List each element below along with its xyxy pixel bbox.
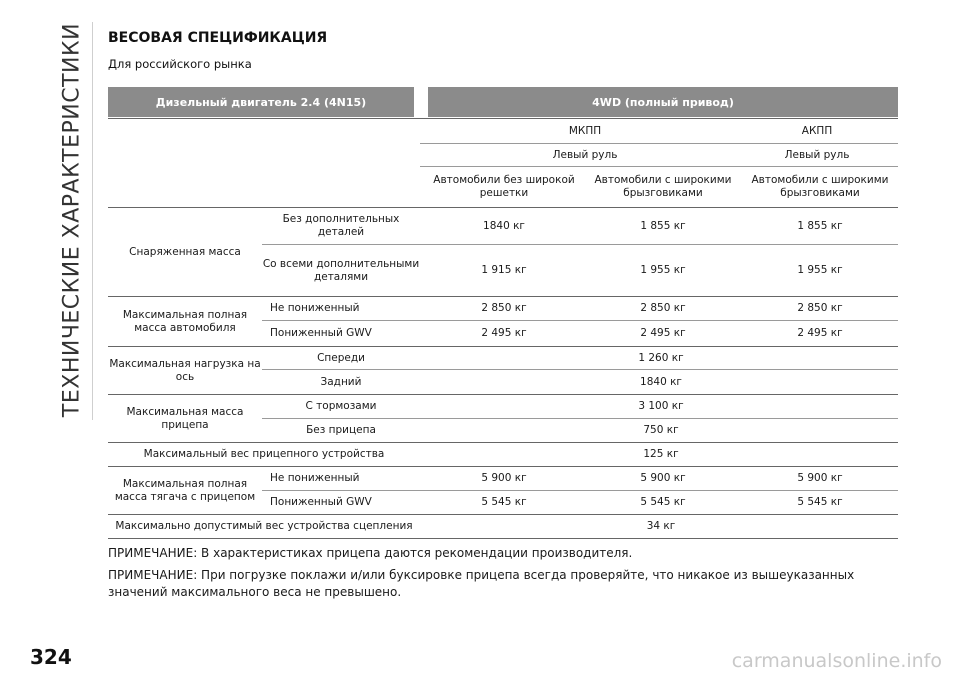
row-sublabel: С тормозами [305,400,377,412]
table-cell: 5 545 кг [481,496,527,508]
row-sublabel: Пониженный GWV [270,327,372,339]
row-sublabel: Спереди [317,351,365,364]
page-number: 324 [30,645,72,669]
steering-auto: Левый руль [784,148,850,161]
table-cell: 1 855 кг [797,219,843,232]
row-sublabel: Без дополнительных деталей [282,213,400,238]
note-weight-check: ПРИМЕЧАНИЕ: При погрузке поклажи и/или буксировке прицепа всегда проверяйте, что никакое из вышеуказанных значений максимального веса не превышено. [108,568,855,599]
table-cell: 2 495 кг [481,327,527,339]
page-subheading: Для российского рынка [108,57,252,71]
table-cell: 2 850 кг [640,302,686,314]
note-trailer-recommendations: ПРИМЕЧАНИЕ: В характеристиках прицепа даются рекомендации производителя. [108,546,633,560]
table-cell: 34 кг [646,520,676,532]
table-cell: 125 кг [643,448,679,460]
row-sublabel: Задний [320,375,362,388]
row-label-gcw: Максимальная полная масса тягача с прицепом [114,477,256,503]
row-sublabel: Не пониженный [270,472,360,484]
table-header-engine: Дизельный двигатель 2.4 (4N15) [108,87,414,117]
table-cell: 5 545 кг [640,496,686,508]
transmission-auto: АКПП [801,124,833,137]
row-sublabel: Пониженный GWV [270,496,372,508]
row-label-gvw: Максимальная полная масса автомобиля [122,308,248,334]
table-cell: 1 915 кг [481,264,527,276]
variant-wide-mudflaps: Автомобили с широкими брызговиками [594,174,732,199]
watermark: carmanualsonline.info [731,650,942,672]
table-cell: 1 855 кг [640,219,686,232]
section-side-title-text: ТЕХНИЧЕСКИЕ ХАРАКТЕРИСТИКИ [59,22,85,418]
transmission-manual: МКПП [568,124,602,137]
table-cell: 5 900 кг [640,472,686,484]
row-sublabel: Без прицепа [306,424,376,436]
row-sublabel: Со всеми дополнительными деталями [262,257,420,283]
table-cell: 1 260 кг [638,351,684,364]
table-cell: 1 955 кг [797,264,843,276]
row-sublabel: Не пониженный [270,302,360,314]
table-cell: 5 900 кг [797,472,843,484]
section-side-title [52,20,92,420]
table-header-drive: 4WD (полный привод) [428,87,898,117]
page-heading: ВЕСОВАЯ СПЕЦИФИКАЦИЯ [108,30,328,46]
table-cell: 750 кг [643,424,679,436]
table-cell: 1840 кг [483,219,525,232]
row-label-axle-load: Максимальная нагрузка на ось [109,357,261,383]
row-label-trailer-mass: Максимальная масса прицепа [126,405,244,431]
table-rule [108,118,898,119]
variant-wide-mudflaps-auto: Автомобили с широкими брызговиками [751,174,889,199]
table-cell: 2 495 кг [640,327,686,339]
table-cell: 2 850 кг [481,302,527,314]
table-cell: 2 495 кг [797,327,843,339]
table-cell: 1 955 кг [640,264,686,276]
table-rule [108,538,898,539]
steering-manual: Левый руль [552,148,618,161]
row-label-coupling: Максимально допустимый вес устройства сцепления [115,520,413,532]
row-label-curb-mass: Снаряженная масса [129,245,241,258]
table-cell: 5 545 кг [797,496,843,508]
table-cell: 5 900 кг [481,472,527,484]
side-divider [92,22,93,420]
table-cell: 3 100 кг [638,400,684,412]
table-cell: 2 850 кг [797,302,843,314]
table-cell: 1840 кг [640,375,682,388]
variant-no-wide-grille: Автомобили без широкой решетки [433,174,575,199]
row-label-hitch-weight: Максимальный вес прицепного устройства [143,448,385,460]
